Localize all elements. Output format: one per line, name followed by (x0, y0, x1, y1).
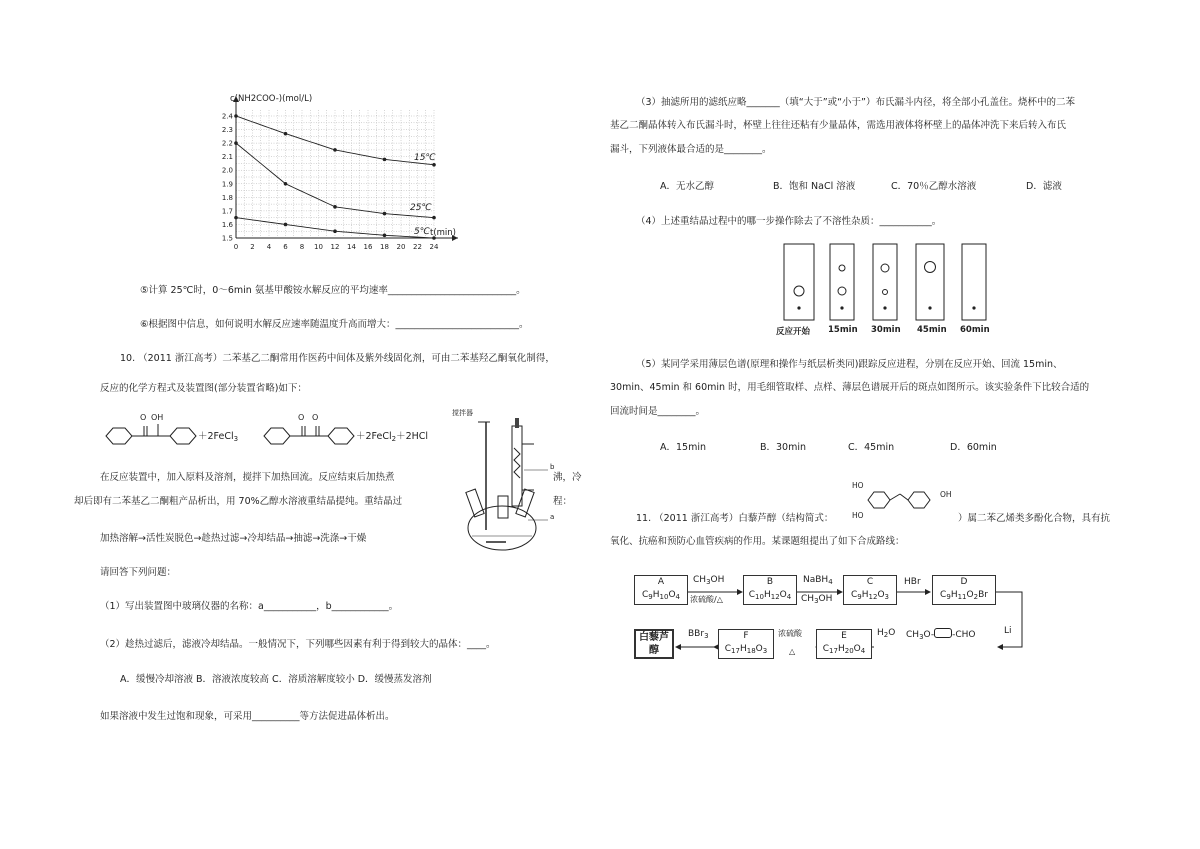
q3-option-b: B．饱和 NaCl 溶液 (773, 181, 856, 192)
answer-intro: 请回答下列问题： (100, 567, 177, 578)
resveratrol-oh: OH (940, 490, 952, 499)
q3-option-a: A．无水乙醇 (660, 181, 714, 192)
step5-water: $H_2O$ (877, 628, 896, 639)
benzoin-structure (106, 424, 196, 444)
tlc-plate-60min (962, 244, 986, 320)
tlc-label-45min: 45min (917, 325, 947, 335)
data-point (284, 132, 288, 136)
y-tick-label: 2.3 (221, 126, 233, 135)
x-tick-label: 8 (299, 243, 305, 251)
q5-option-d: D．60min (950, 442, 997, 453)
x-tick-label: 12 (330, 243, 340, 251)
final-product-box: 白藜芦醇 (634, 629, 674, 659)
q11-line2: 氧化、抗癌和预防心血管疾病的作用。某课题组提出了如下合成路线： (610, 536, 905, 547)
x-tick-label: 18 (380, 243, 389, 251)
y-tick-label: 2.1 (221, 153, 233, 162)
x-tick-label: 0 (233, 243, 239, 251)
procedure-line1: 在反应装置中，加入原料及溶剂，搅拌下加热回流。反应结束后加热煮 (100, 472, 395, 483)
q3-line3: 漏斗，下列液体最合适的是________。 (610, 144, 772, 155)
procedure-line2-end: 程： (553, 496, 573, 507)
tlc-label-30min: 30min (871, 325, 901, 335)
step4-reagent: Li (1004, 626, 1012, 636)
step2-condition: $CH_3OH$ (801, 594, 833, 605)
data-point (383, 212, 387, 216)
series-label: 5℃ (414, 227, 430, 237)
q10-heading: 10. （2011 浙江高考）二苯基乙二酮常用作医药中间体及紫外线固化剂，可由二苯基羟乙酮氧化制得， (120, 353, 555, 364)
question-2: （2）趁热过滤后，滤液冷却结晶。一般情况下，下列哪些因素有利于得到较大的晶体：____。 (100, 639, 496, 650)
question-2-options: A．缓慢冷却溶液 B．溶液浓度较高 C．溶质溶解度较小 D．缓慢蒸发溶剂 (120, 674, 432, 685)
y-tick-label: 2.4 (221, 112, 233, 121)
q9-part5: ⑤计算 25℃时，0～6min 氨基甲酸铵水解反应的平均速率___________________________。 (140, 285, 526, 296)
q5-option-a: A．15min (660, 442, 707, 453)
q3-line2: 基乙二酮晶体转入布氏漏斗时，杯壁上往往还粘有少量晶体，需选用液体将杯壁上的晶体冲洗下来后转入布氏 (610, 120, 1067, 131)
q5-line1: （5）某同学采用薄层色谱(原理和操作与纸层析类同)跟踪反应进程，分别在反应开始、回流 15min、 (636, 359, 1063, 370)
chart-labels (222, 94, 456, 251)
tlc-plate-45min (916, 244, 944, 320)
q9-part6: ⑥根据图中信息，如何说明水解反应速率随温度升高而增大：__________________________。 (140, 319, 529, 330)
x-axis-label: t(min) (430, 228, 456, 238)
benzil-structure (264, 426, 354, 444)
recrystallization-process: 加热溶解→活性炭脱色→趁热过滤→冷却结晶→抽滤→洗涤→干燥 (100, 533, 367, 544)
q5-line2: 30min、45min 和 60min 时，用毛细管取样、点样、薄层色谱展开后的斑点如图所示。该实验条件下比较合适的 (610, 382, 1090, 393)
y-tick-label: 2.0 (221, 166, 233, 175)
procedure-line1-end: 沸，冷 (553, 472, 582, 483)
x-tick-label: 10 (314, 243, 323, 251)
resveratrol-ho-top: HO (852, 481, 864, 490)
q5-option-c: C．45min (848, 442, 895, 453)
tlc-plate-15min (830, 244, 854, 320)
compound-d-box: D $C_9H_{11}O_2Br$ (932, 575, 996, 605)
compound-e-box: E $C_{17}H_{20}O_4$ (816, 629, 872, 659)
data-point (284, 223, 288, 227)
data-point (383, 233, 387, 237)
data-point (383, 158, 387, 162)
compound-b-box: B $C_{10}H_{12}O_4$ (743, 575, 797, 605)
q3-option-c: C．70％乙醇水溶液 (891, 181, 977, 192)
benzoin-carbonyl-o: O (140, 413, 147, 422)
procedure-line2: 却后即有二苯基乙二酮粗产品析出，用 70%乙醇水溶液重结晶提纯。重结晶过 (74, 496, 403, 507)
y-tick-label: 2.2 (221, 139, 233, 148)
step1-reagent: $CH_3OH$ (693, 575, 725, 586)
q3-option-d: D．滤液 (1026, 181, 1062, 192)
reagent-fecl3: ＋2FeCl$_3$ (198, 431, 239, 443)
data-point (284, 182, 288, 186)
data-point (234, 141, 238, 145)
step3-reagent: HBr (904, 577, 921, 587)
data-point (333, 148, 337, 152)
y-tick-label: 1.8 (221, 193, 233, 202)
y-axis-label: c(NH2COO-)(mol/L) (230, 94, 313, 104)
compound-c-box: C $C_9H_{12}O_3$ (843, 575, 897, 605)
resveratrol-structure (862, 478, 940, 524)
q10-heading-line2: 反应的化学方程式及装置图(部分装置省略)如下： (100, 383, 307, 394)
benzoin-hydroxyl: OH (151, 413, 164, 422)
x-tick-label: 14 (347, 243, 356, 251)
data-point (432, 163, 436, 167)
reagent-fecl2: ＋2FeCl$_2$＋2HCl (356, 431, 429, 443)
tlc-plates-diagram (780, 242, 992, 326)
x-tick-label: 16 (363, 243, 373, 251)
chart-grid (236, 110, 434, 238)
x-tick-label: 6 (283, 243, 288, 251)
data-point (333, 229, 337, 233)
step1-condition: 浓硫酸/△ (690, 595, 723, 604)
x-tick-label: 4 (266, 243, 272, 251)
data-point (234, 114, 238, 118)
y-tick-label: 1.7 (221, 207, 233, 216)
q5-line3: 回流时间是________。 (610, 406, 706, 417)
resveratrol-ho-bottom: HO (852, 511, 864, 520)
q3-line1: （3）抽滤所用的滤纸应略_______（填“大于”或“小于”）布氏漏斗内径，将全部小孔盖住。烧杯中的二苯 (636, 97, 1075, 108)
x-tick-label: 2 (250, 243, 255, 251)
tlc-label-15min: 15min (828, 325, 858, 335)
step7-reagent: BBr$_3$ (688, 629, 709, 640)
q11-heading-end: ）属二苯乙烯类多酚化合物，具有抗 (958, 513, 1111, 524)
apparatus-stirrer-label: 搅拌器 (452, 409, 473, 417)
data-point (234, 216, 238, 220)
question-2-tail: 如果溶液中发生过饱和现象，可采用__________等方法促进晶体析出。 (100, 711, 395, 722)
tlc-label-start: 反应开始 (776, 327, 811, 337)
tlc-plate-start (784, 244, 814, 320)
step2-reagent: NaBH$_4$ (803, 575, 833, 586)
data-point (432, 216, 436, 220)
apparatus-label-a: a (550, 513, 555, 521)
step5-aldehyde: $CH_3O-$ -CHO (906, 630, 976, 641)
q5-option-b: B．30min (760, 442, 807, 453)
apparatus-label-b: b (550, 463, 555, 471)
x-tick-label: 22 (413, 243, 422, 251)
rate-chart (218, 88, 474, 264)
compound-f-box: F $C_{17}H_{18}O_3$ (718, 629, 774, 659)
series-label: 25℃ (410, 203, 432, 213)
step6-condition: △ (789, 647, 796, 656)
question-1: （1）写出装置图中玻璃仪器的名称：a___________，b____________。 (100, 601, 399, 612)
series-label: 15℃ (414, 153, 436, 163)
compound-a-box: A $C_9H_{10}O_4$ (634, 575, 688, 605)
step6-reagent: 浓硫酸 (778, 629, 802, 638)
q4: （4）上述重结晶过程中的哪一步操作除去了不溶性杂质：___________。 (636, 216, 942, 227)
x-tick-label: 24 (429, 243, 439, 251)
x-tick-label: 20 (396, 243, 406, 251)
q11-heading: 11. （2011 浙江高考）白藜芦醇（结构简式： (636, 513, 834, 524)
tlc-label-60min: 60min (960, 325, 990, 335)
benzil-carbonyl-o2: O (312, 413, 319, 422)
y-tick-label: 1.9 (221, 180, 233, 189)
y-tick-label: 1.5 (221, 234, 233, 243)
data-point (333, 205, 337, 209)
benzil-carbonyl-o1: O (298, 413, 305, 422)
tlc-plate-30min (873, 244, 897, 320)
y-tick-label: 1.6 (221, 220, 233, 229)
reflux-apparatus-diagram (448, 408, 558, 558)
